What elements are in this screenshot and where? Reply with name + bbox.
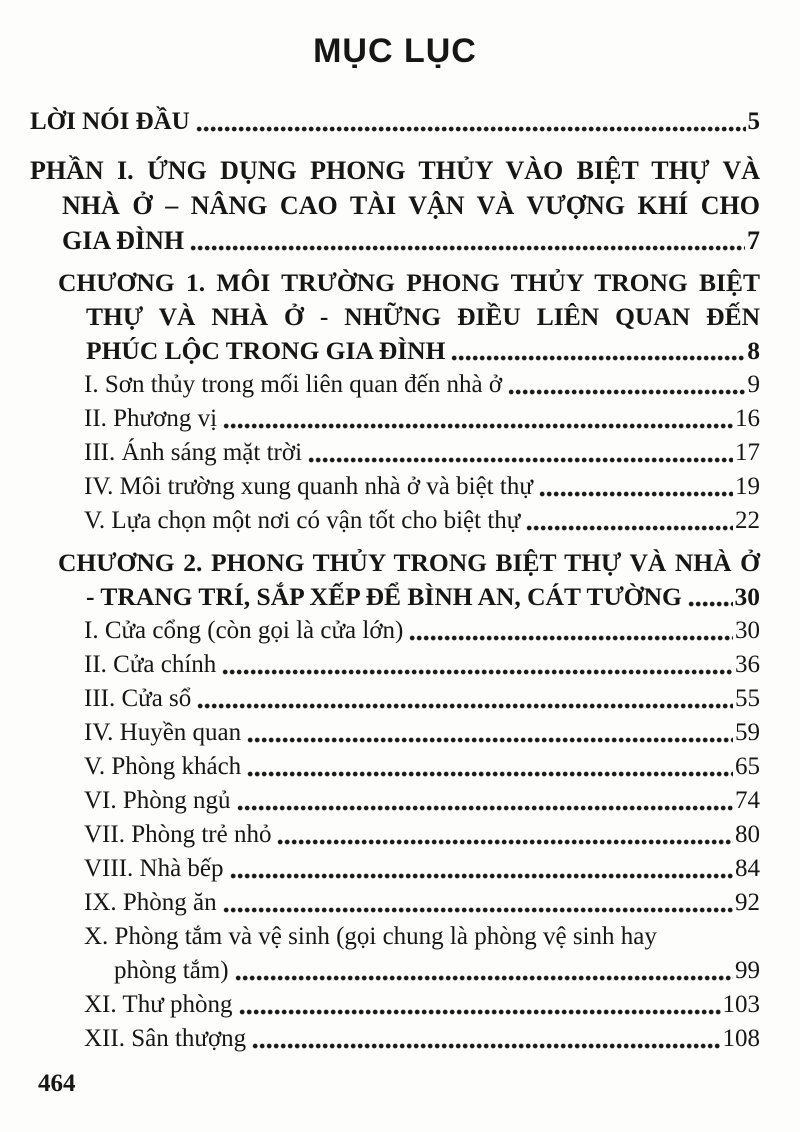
- toc-entry: [30, 504, 760, 538]
- toc-entry: [30, 648, 760, 682]
- toc-entry-line: [30, 886, 760, 920]
- toc-entry: [30, 614, 760, 648]
- toc-entry-line: [30, 436, 760, 470]
- toc-page-number: 59: [735, 719, 760, 746]
- toc-entry-line: [30, 648, 760, 682]
- toc-entry-line: [30, 852, 760, 886]
- toc-entry-line: [30, 580, 760, 614]
- toc-page-number: 65: [735, 753, 760, 780]
- toc-entry-text: - TRANG TRÍ, SẮP XẾP ĐỂ BÌNH AN, CÁT TƯỜNG: [86, 582, 682, 611]
- toc-entry-text: GIA ĐÌNH: [62, 226, 185, 255]
- dot-leader: [197, 700, 733, 712]
- toc-entry-line: [30, 402, 760, 436]
- toc-entry-line: CHƯƠNG 2. PHONG THỦY TRONG BIỆT THỰ VÀ NHÀ Ở: [58, 548, 760, 577]
- dot-leader: [223, 904, 733, 916]
- toc-entry: [30, 852, 760, 886]
- dot-leader: [235, 972, 733, 984]
- toc-entry-text: VII. Phòng trẻ nhỏ: [84, 821, 272, 848]
- dot-leader: [230, 870, 733, 882]
- dot-leader: [247, 734, 733, 746]
- toc-entry: [30, 1022, 760, 1056]
- toc-entry: [30, 750, 760, 784]
- dot-leader: [451, 352, 745, 364]
- page-number-footer: 464: [38, 1070, 76, 1097]
- dot-leader: [190, 242, 745, 254]
- toc-entry: [30, 988, 760, 1022]
- toc-entry-line: [30, 368, 760, 402]
- dot-leader: [247, 768, 733, 780]
- toc-entry-text: I. Cửa cổng (còn gọi là cửa lớn): [84, 617, 404, 644]
- toc-page-number: 55: [735, 685, 760, 712]
- dot-leader: [237, 802, 733, 814]
- dot-leader: [222, 666, 733, 678]
- dot-leader: [508, 386, 745, 398]
- dot-leader: [277, 836, 733, 848]
- toc-page-number: 22: [735, 507, 760, 534]
- toc-entry-text: VI. Phòng ngủ: [84, 787, 231, 814]
- toc-page-number: 74: [735, 787, 760, 814]
- toc-entry-line: X. Phòng tắm và vệ sinh (gọi chung là phòng vệ sinh hay: [84, 923, 657, 950]
- toc-entry: [30, 920, 760, 988]
- toc-entry-line: [30, 614, 760, 648]
- toc-entry-line: [30, 682, 760, 716]
- toc-entry-line: [30, 223, 760, 258]
- toc-page-number: 30: [735, 617, 760, 644]
- toc-entry-line: [30, 716, 760, 750]
- toc-entry-text: IX. Phòng ăn: [84, 889, 217, 916]
- toc-entry-text: phòng tắm): [114, 957, 229, 984]
- dot-leader: [539, 488, 733, 500]
- toc-entry: [30, 153, 760, 258]
- dot-leader: [223, 420, 733, 432]
- dot-leader: [526, 522, 733, 534]
- page-title: MỤC LỤC: [313, 32, 477, 70]
- toc-page-number: 103: [722, 991, 760, 1018]
- toc-entry: [30, 818, 760, 852]
- table-of-contents: [30, 105, 760, 1056]
- toc-entry: [30, 546, 760, 614]
- toc-entry-text: II. Phương vị: [84, 405, 218, 432]
- toc-page-number: 8: [747, 336, 760, 365]
- dot-leader: [308, 454, 733, 466]
- toc-page-number: 99: [735, 957, 760, 984]
- toc-entry-text: VIII. Nhà bếp: [84, 855, 224, 882]
- toc-page-number: 19: [735, 473, 760, 500]
- toc-page-number: 30: [734, 582, 760, 611]
- toc-entry-line: [30, 470, 760, 504]
- toc-entry-line: [30, 504, 760, 538]
- toc-entry-line: THỰ VÀ NHÀ Ở - NHỮNG ĐIỀU LIÊN QUAN ĐẾN: [86, 302, 760, 331]
- toc-entry-text: LỜI NÓI ĐẦU: [30, 108, 190, 135]
- dot-leader: [196, 123, 746, 135]
- toc-entry-line: [30, 818, 760, 852]
- toc-entry-line: [30, 784, 760, 818]
- toc-page-number: 36: [735, 651, 760, 678]
- toc-page-number: 80: [735, 821, 760, 848]
- toc-entry-line: PHẦN I. ỨNG DỤNG PHONG THỦY VÀO BIỆT THỰ VÀ: [30, 156, 760, 185]
- toc-entry-text: XI. Thư phòng: [84, 991, 233, 1018]
- toc-entry: [30, 105, 760, 139]
- toc-entry-line: NHÀ Ở – NÂNG CAO TÀI VẬN VÀ VƯỢNG KHÍ CHO: [62, 191, 760, 220]
- toc-entry: [30, 470, 760, 504]
- toc-page-number: 84: [735, 855, 760, 882]
- toc-entry: [30, 716, 760, 750]
- toc-entry-text: III. Cửa sổ: [84, 685, 192, 712]
- toc-entry-text: II. Cửa chính: [84, 651, 217, 678]
- toc-entry: [30, 436, 760, 470]
- toc-entry-line: [30, 334, 760, 368]
- toc-page-number: 7: [747, 226, 760, 255]
- toc-entry-line: [30, 954, 760, 988]
- toc-entry: [30, 368, 760, 402]
- toc-entry-line: [30, 105, 760, 139]
- toc-entry: [30, 886, 760, 920]
- toc-entry-text: IV. Môi trường xung quanh nhà ở và biệt thự: [84, 473, 533, 500]
- dot-leader: [239, 1006, 721, 1018]
- toc-entry-text: V. Phòng khách: [84, 753, 242, 780]
- toc-entry-text: III. Ánh sáng mặt trời: [84, 439, 303, 466]
- toc-entry-line: [30, 988, 760, 1022]
- toc-page-number: 16: [735, 405, 760, 432]
- toc-entry-line: [30, 750, 760, 784]
- toc-entry-text: XII. Sân thượng: [84, 1025, 247, 1052]
- toc-page-number: 9: [747, 371, 760, 398]
- toc-entry-line: [30, 1022, 760, 1056]
- toc-entry: [30, 682, 760, 716]
- dot-leader: [252, 1040, 720, 1052]
- toc-entry: [30, 784, 760, 818]
- toc-entry: [30, 266, 760, 368]
- dot-leader: [688, 598, 733, 610]
- toc-page-number: 108: [722, 1025, 760, 1052]
- toc-entry: [30, 402, 760, 436]
- dot-leader: [409, 632, 733, 644]
- toc-entry-text: V. Lựa chọn một nơi có vận tốt cho biệt thự: [84, 507, 521, 534]
- toc-page-number: 92: [735, 889, 760, 916]
- toc-page-number: 5: [747, 108, 760, 135]
- toc-entry-line: CHƯƠNG 1. MÔI TRƯỜNG PHONG THỦY TRONG BIỆT: [58, 268, 760, 297]
- toc-entry-text: PHÚC LỘC TRONG GIA ĐÌNH: [86, 336, 446, 365]
- toc-entry-text: I. Sơn thủy trong mối liên quan đến nhà ở: [84, 371, 503, 398]
- toc-page-number: 17: [735, 439, 760, 466]
- toc-entry-text: IV. Huyền quan: [84, 719, 242, 746]
